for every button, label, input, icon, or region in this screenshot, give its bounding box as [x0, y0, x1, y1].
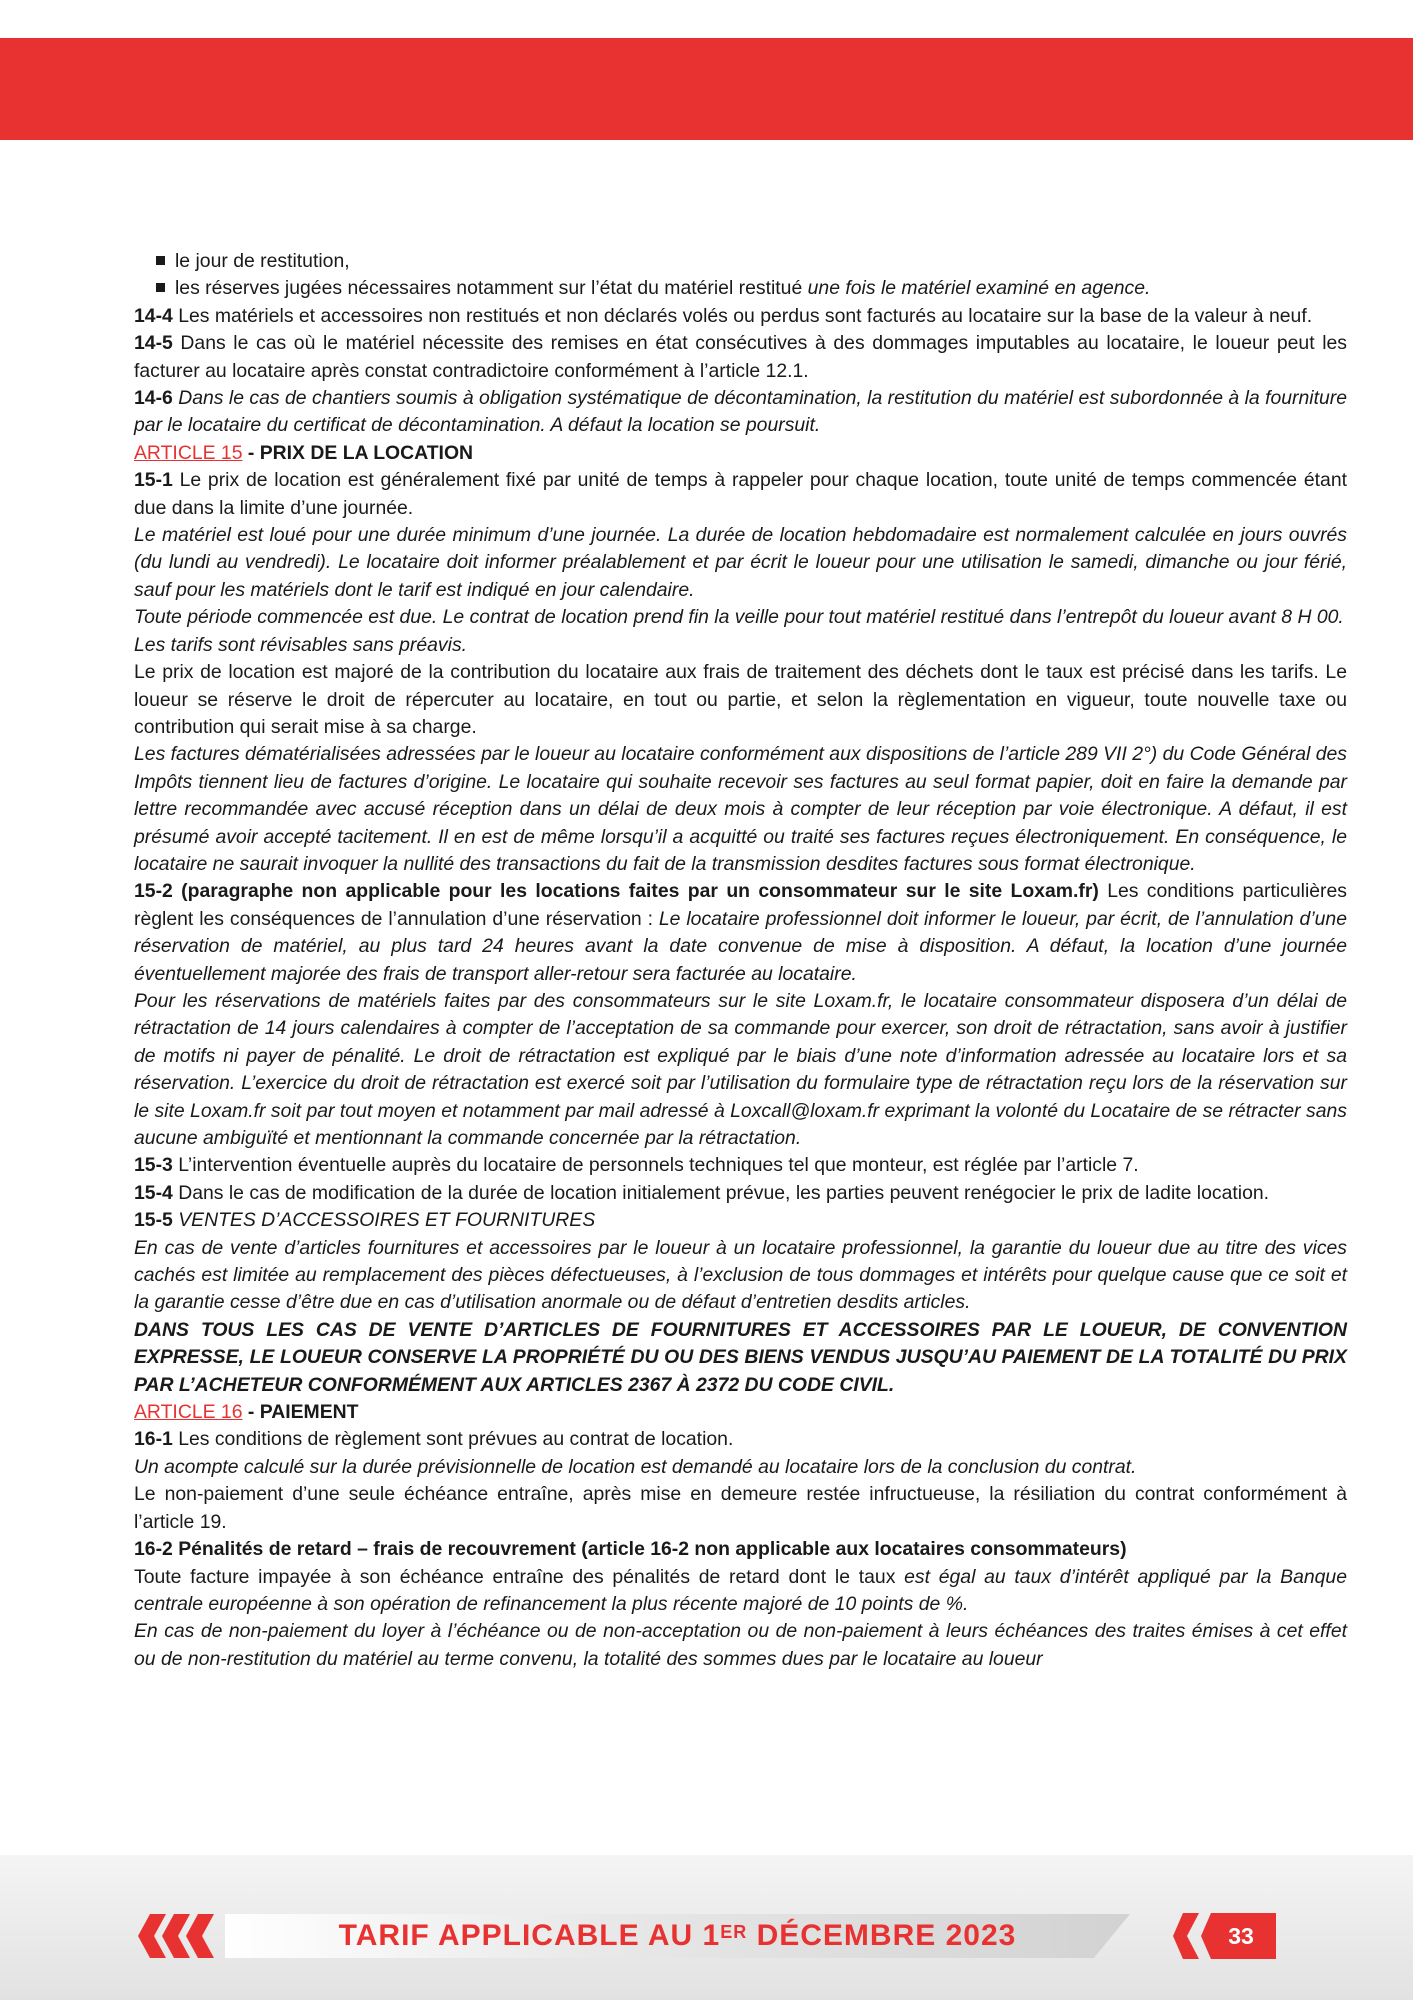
clause-text: Le prix de location est généralement fixé par unité de temps à rappeler pour chaque location, toute unité de temps commencée étant due dans la limite d’une journée. [134, 469, 1347, 519]
clause-text: Les matériels et accessoires non restitués et non déclarés volés ou perdus sont facturés au locataire sur la base de la valeur à neuf. [172, 304, 1313, 327]
clause-15-4 [134, 1180, 1347, 1207]
clause-text: L’intervention éventuelle auprès du locataire de personnels techniques tel que monteur, est réglée par l’article 7. [172, 1154, 1139, 1177]
bullet-italic-text: une fois le matériel examiné en agence. [807, 277, 1151, 300]
article-title: - PRIX DE LA LOCATION [242, 441, 474, 464]
paragraph [134, 1481, 1347, 1536]
italic-text: Un acompte calculé sur la durée prévisionnelle de location est demandé au locataire lors de la conclusion du contrat. [134, 1455, 1137, 1478]
clause-14-5 [134, 330, 1347, 385]
clause-number: 15-2 (paragraphe non applicable pour les locations faites par un consommateur sur le site Loxam.fr) [134, 880, 1099, 903]
paragraph [134, 522, 1347, 604]
clause-15-5 [134, 1207, 1347, 1234]
clause-number: 14-4 [134, 304, 173, 327]
clause-14-4 [134, 303, 1347, 330]
body-text: Toute facture impayée à son échéance entraîne des pénalités de retard dont le taux [134, 1565, 905, 1588]
caps-clause: DANS TOUS LES CAS DE VENTE D’ARTICLES DE FOURNITURES ET ACCESSOIRES PAR LE LOUEUR, DE CONVENTION EXPRESSE, LE LOUEUR CONSERVE LA PROPRIÉTÉ DU OU DES BIENS VENDUS JUSQU’AU PAIEMENT DE LA TOTALITÉ DU PRIX PAR L’ACHETEUR CONFORMÉMENT AUX ARTICLES 2367 À 2372 DU CODE CIVIL. [134, 1318, 1347, 1396]
clause-16-1 [134, 1426, 1347, 1453]
body-text: Le non-paiement d’une seule échéance entraîne, après mise en demeure restée infructueuse, la résiliation du contrat conformément à l’article 19. [134, 1483, 1347, 1533]
clause-text: Dans le cas de modification de la durée de location initialement prévue, les parties peuvent renégocier le prix de ladite location. [172, 1181, 1270, 1204]
paragraph [134, 988, 1347, 1152]
italic-text: Les factures dématérialisées adressées par le loueur au locataire conformément aux dispositions de l’article 289 VII 2°) du Code Général des Impôts tiennent lieu de factures d’origine. Le locataire qui souhaite recevoir ses factures au seul format papier, doit en faire la demande par lettre recommandée avec accusé réception dans un délai de deux mois à compter de leur réception par voie électronique. A défaut, il est présumé avoir accepté tacitement. Il en est de même lorsqu’il a acquitté ou traité ses factures reçues électroniquement. En conséquence, le locataire ne saurait invoquer la nullité des transactions du fait de la transmission desdites factures sous format électronique. [134, 743, 1347, 875]
clause-15-3 [134, 1152, 1347, 1179]
clause-15-1 [134, 467, 1347, 522]
article-title: - PAIEMENT [242, 1401, 359, 1424]
footer-tariff-text [225, 1914, 1130, 1958]
paragraph [134, 604, 1347, 631]
italic-text: Les tarifs sont révisables sans préavis. [134, 633, 468, 656]
terms-content [134, 248, 1347, 1673]
body-text: Le prix de location est majoré de la contribution du locataire aux frais de traitement des déchets dont le taux est précisé dans les tarifs. Le loueur se réserve le droit de répercuter au locataire, en tout ou partie, et selon la règlementation en vigueur, toute nouvelle taxe ou contribution qui serait mise à sa charge. [134, 661, 1347, 738]
clause-text: Dans le cas où le matériel nécessite des remises en état consécutives à des dommages imputables au locataire, le loueur peut les facturer au locataire après constat contradictoire conformément à l’article 12.1. [134, 332, 1347, 382]
italic-text: En cas de vente d’articles fournitures et accessoires par le loueur à un locataire professionnel, la garantie du loueur due au titre des vices cachés est limitée au remplacement des pièces défectueuses, à l’exclusion de tous dommages et intérêts pour quelque cause que ce soit et la garantie cesse d’être due en cas d’utilisation anormale ou de défaut d’entretien desdits articles. [134, 1236, 1347, 1314]
italic-text: En cas de non-paiement du loyer à l’échéance ou de non-acceptation ou de non-paiement à leurs échéances des traites émises à cet effet ou de non-restitution du matériel au terme convenu, la totalité des sommes dues par le locataire au loueur [134, 1620, 1347, 1670]
clause-number: 16-1 [134, 1428, 173, 1451]
italic-text: est égal au taux d’intérêt appliqué par la Banque centrale européenne à son opération de refinancement la plus récente majoré de 10 points de %. [134, 1565, 1347, 1615]
clause-16-2-heading [134, 1536, 1347, 1563]
clause-number: 15-3 [134, 1154, 173, 1177]
clause-number: 14-6 [134, 387, 173, 410]
article-15-heading [134, 440, 1347, 467]
italic-text: Le locataire professionnel doit informer le loueur, par écrit, de l’annulation d’une réservation de matériel, au plus tard 24 heures avant la date convenue de mise à disposition. A défaut, la location d’une journée éventuellement majorée des frais de transport aller-retour sera facturée au locataire. [134, 907, 1347, 985]
clause-number: 14-5 [134, 332, 173, 355]
clause-text: Les conditions particulières règlent les conséquences de l’annulation d’une réservation : [134, 880, 1347, 930]
bullet-text: le jour de restitution, [175, 250, 350, 272]
clause-14-6 [134, 385, 1347, 440]
clause-number: 15-1 [134, 469, 173, 492]
clause-text: Les conditions de règlement sont prévues au contrat de location. [172, 1428, 734, 1451]
italic-text: Pour les réservations de matériels faites par des consommateurs sur le site Loxam.fr, le locataire consommateur disposera d’un délai de rétractation de 14 jours calendaires à compter de l’acceptation de sa commande pour exercer, son droit de rétractation, sans avoir à justifier de motifs ni payer de pénalité. Le droit de rétractation est expliqué par le biais d’une note d’information adressée au locataire lors et sa réservation. L’exercice du droit de rétractation est exercé soit par l’utilisation du formulaire type de rétractation reçu lors de la réservation sur le site Loxam.fr soit par tout moyen et notamment par mail adressé à Loxcall@loxam.fr exprimant la volonté du Locataire de se rétracter sans aucune ambiguïté et mentionnant la commande concernée par la rétractation. [134, 989, 1347, 1149]
bullet-text: les réserves jugées nécessaires notamment sur l’état du matériel restitué [175, 277, 808, 300]
article-16-heading [134, 1399, 1347, 1426]
paragraph [134, 741, 1347, 878]
paragraph [134, 632, 1347, 659]
bullet-item [134, 248, 1347, 275]
clause-text: Dans le cas de chantiers soumis à obligation systématique de décontamination, la restitution du matériel est subordonnée à la fourniture par le locataire du certificat de décontamination. A défaut la location se poursuit. [134, 387, 1347, 437]
article-16-link[interactable]: ARTICLE 16 [134, 1401, 243, 1424]
paragraph [134, 1317, 1347, 1399]
clause-number: 16-2 Pénalités de retard – frais de recouvrement (article 16-2 non applicable aux locataires consommateurs) [134, 1538, 1127, 1561]
paragraph [134, 1235, 1347, 1317]
article-15-link[interactable]: ARTICLE 15 [134, 441, 243, 464]
footer-superscript: ER [720, 1922, 748, 1942]
bullet-square-icon [156, 256, 165, 265]
clause-number: 15-5 [134, 1209, 173, 1232]
page-number: 33 [1228, 1923, 1254, 1949]
clause-15-2 [134, 878, 1347, 988]
footer-text-part: DÉCEMBRE 2023 [747, 1919, 1017, 1952]
footer-text-part: TARIF APPLICABLE AU 1 [338, 1919, 721, 1952]
italic-text: Le matériel est loué pour une durée minimum d’une journée. La durée de location hebdomadaire est normalement calculée en jours ouvrés (du lundi au vendredi). Le locataire doit informer préalablement et par écrit le loueur pour une utilisation le samedi, dimanche ou jour férié, sauf pour les matériels dont le tarif est indiqué en jour calendaire. [134, 524, 1347, 601]
paragraph [134, 1564, 1347, 1619]
bullet-square-icon [156, 283, 165, 292]
chevrons-left-icon [134, 1912, 234, 1960]
italic-text: Toute période commencée est due. Le contrat de location prend fin la veille pour tout matériel restitué dans l’entrepôt du loueur avant 8 H 00. [134, 606, 1344, 629]
clause-number: 15-4 [134, 1181, 173, 1204]
header-red-band [0, 38, 1413, 140]
paragraph [134, 1454, 1347, 1481]
clause-text: VENTES D’ACCESSOIRES ET FOURNITURES [172, 1209, 596, 1232]
paragraph [134, 1618, 1347, 1673]
bullet-item [134, 275, 1347, 302]
paragraph [134, 659, 1347, 741]
